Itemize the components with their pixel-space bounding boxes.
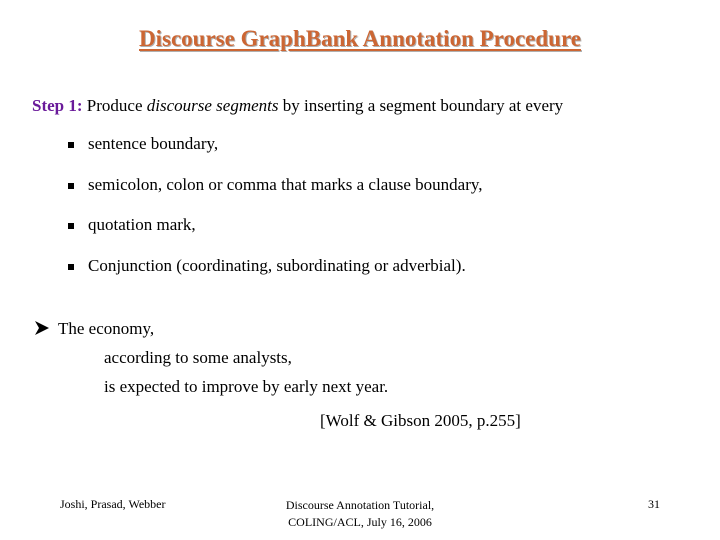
square-bullet-icon [68,264,74,270]
step-text-after: by inserting a segment boundary at every [282,96,564,115]
example-line [34,319,388,348]
list-item [68,134,483,175]
step-label: Step 1: [32,96,83,115]
square-bullet-icon [68,183,74,189]
step-term: discourse segments [146,96,279,115]
list-item [68,256,483,297]
square-bullet-icon [68,223,74,229]
list-item [68,175,483,216]
list-item [68,215,483,256]
slide-title: Discourse GraphBank Annotation Procedure [139,26,581,51]
list-item-text: Conjunction (coordinating, subordinating or adverbial). [88,255,466,275]
example-text: The economy, [58,319,155,338]
page-number: 31 [648,497,660,511]
citation: [Wolf & Gibson 2005, p.255] [320,411,521,430]
arrowhead-icon [34,320,50,336]
list-item-text: sentence boundary, [88,134,219,153]
list-item-text: quotation mark, [88,215,196,234]
example-line: is expected to improve by early next year. [104,377,389,396]
square-bullet-icon [68,142,74,148]
segment-boundary-list [68,134,483,296]
example-line: according to some analysts, [104,348,292,367]
example-block [34,319,388,406]
footer-event-line1: Discourse Annotation Tutorial, [285,498,435,512]
footer-event-line2: COLING/ACL, July 16, 2006 [288,515,432,529]
step-1-paragraph [32,96,563,116]
footer-event [240,497,480,531]
step-text-before: Produce [86,96,143,115]
list-item-text: semicolon, colon or comma that marks a clause boundary, [88,174,483,194]
footer-authors: Joshi, Prasad, Webber [60,497,166,511]
